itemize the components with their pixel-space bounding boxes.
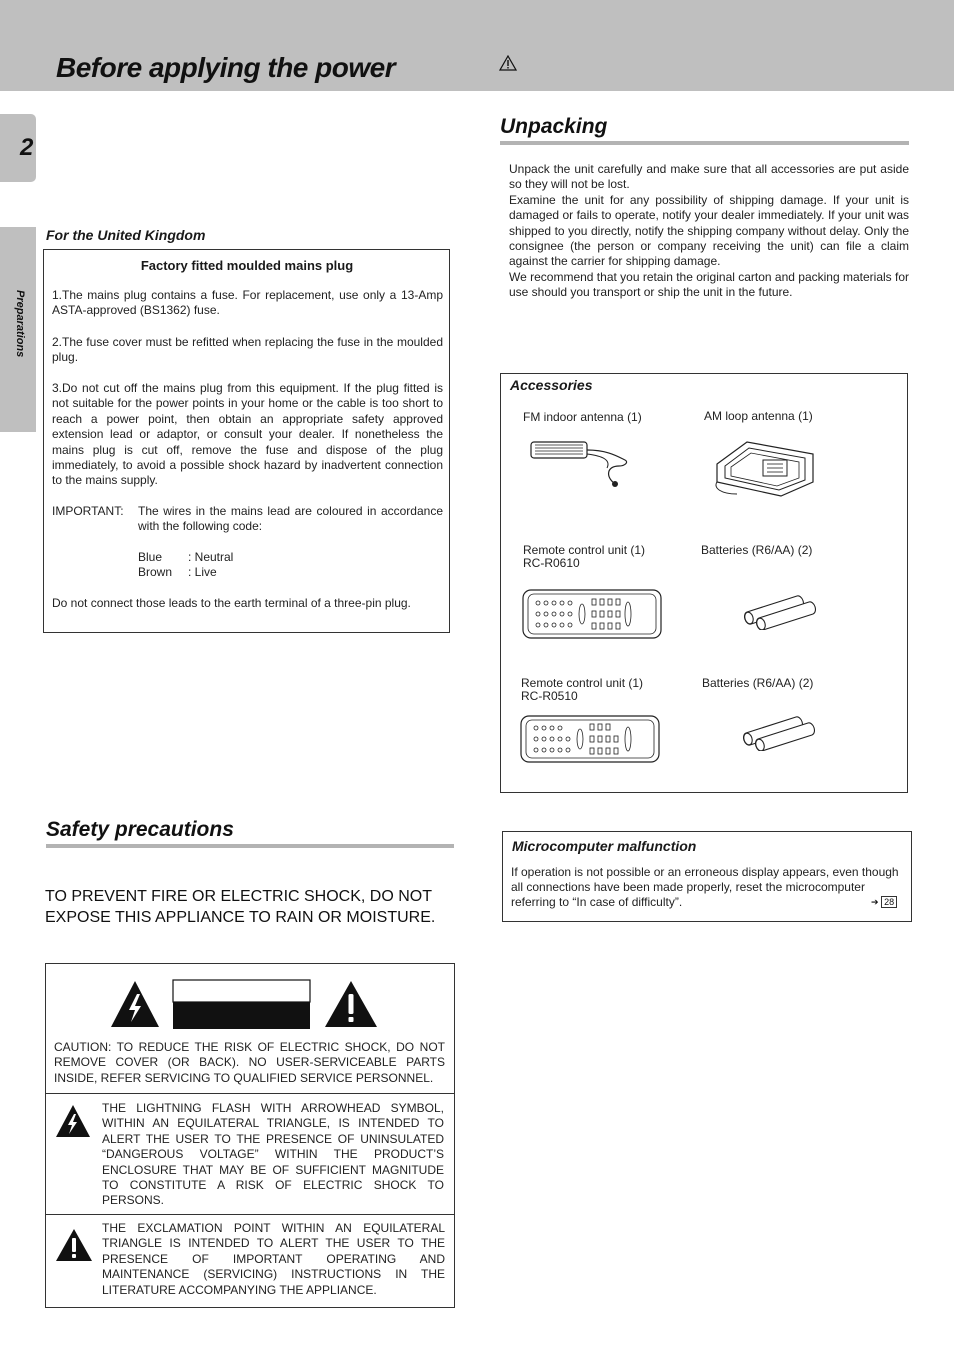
uk-heading: For the United Kingdom: [46, 227, 206, 243]
wire-blue-color: Blue: [138, 550, 163, 564]
unpacking-paragraph: We recommend that you retain the original carton and packing materials for use should you transport or ship the unit in the future.: [509, 269, 909, 300]
caution-text: CAUTION: TO REDUCE THE RISK OF ELECTRIC SHOCK, DO NOT REMOVE COVER (OR BACK). NO USER-SERVICEABLE PARTS INSIDE, REFER SERVICING TO QUALIFIED SERVICE PERSONNEL.: [54, 1040, 445, 1085]
accessory-model: RC-R0510: [521, 689, 578, 703]
unpacking-heading: Unpacking: [500, 115, 608, 138]
unpacking-paragraph: Unpack the unit carefully and make sure that all accessories are put aside so they will not be lost.: [509, 162, 909, 192]
exclamation-triangle-icon: [324, 980, 378, 1028]
microcomputer-text: If operation is not possible or an erroneous display appears, even though all connections have been made properly, reset the microcomputer referring to “In case of difficulty”.: [511, 865, 899, 910]
unpacking-text: [509, 162, 909, 301]
unpacking-rule: [500, 141, 909, 145]
wire-brown-meaning: : Live: [188, 565, 217, 579]
accessory-label: Remote control unit (1): [523, 543, 646, 557]
safety-heading: Safety precautions: [46, 818, 234, 841]
arrow-right-icon: ➔: [871, 897, 879, 907]
warning-triangle-icon: [499, 55, 517, 71]
important-label: IMPORTANT:: [52, 504, 124, 518]
page-reference[interactable]: [871, 896, 897, 908]
earth-terminal-note: Do not connect those leads to the earth terminal of a three-pin plug.: [52, 596, 411, 610]
unpacking-paragraph: Examine the unit for any possibility of shipping damage. If your unit is damaged or fails to operate, notify your dealer immediately. If your unit was shipped to you directly, notify the shipping company without delay. Only the consignee (the person or company receiving the unit) can file a claim against the carrier for shipping damage.: [509, 192, 909, 269]
lightning-triangle-icon: [55, 1104, 91, 1138]
remote-control-icon: [520, 715, 660, 763]
exclamation-symbol-text: THE EXCLAMATION POINT WITHIN AN EQUILATERAL TRIANGLE IS INTENDED TO ALERT THE USER TO THE PRESENCE OF IMPORTANT OPERATING AND MAINTENANCE (SERVICING) INSTRUCTIONS IN THE LITERATURE ACCOMPANYING THE APPLIANCE.: [102, 1221, 445, 1297]
safety-rule: [46, 844, 454, 848]
caution-label-icon: [172, 979, 311, 1030]
caution-divider: [45, 1093, 455, 1094]
page-reference-number: 28: [881, 896, 897, 908]
fm-antenna-icon: [527, 436, 633, 490]
plug-item-3: 3.Do not cut off the mains plug from this equipment. If the plug fitted is not suitable for the power points in your home or the cable is too short to reach a power point, then obtain an appropriate safety approved extension lead or adaptor, or consult your dealer. If nonetheless the mains plug is cut off, remove the fuse and dispose of the plug immediately, to avoid a possible shock hazard by inadvertent connection to the mains supply.: [52, 381, 443, 488]
remote-control-icon: [522, 589, 662, 639]
plug-item-2: 2.The fuse cover must be refitted when replacing the fuse in the moulded plug.: [52, 335, 443, 365]
plug-box-title: Factory fitted moulded mains plug: [140, 258, 354, 273]
accessory-label: Batteries (R6/AA) (2): [701, 543, 813, 557]
accessory-label: Batteries (R6/AA) (2): [702, 676, 814, 690]
am-loop-antenna-icon: [707, 436, 819, 500]
page-number: 2: [20, 134, 34, 161]
exclamation-triangle-icon: [55, 1228, 93, 1262]
accessory-label: AM loop antenna (1): [704, 409, 813, 423]
accessories-title: Accessories: [510, 377, 593, 393]
page-title: Before applying the power: [56, 52, 396, 83]
accessory-label: Remote control unit (1): [521, 676, 644, 690]
section-label: Preparations: [14, 290, 26, 358]
batteries-icon: [740, 713, 816, 751]
microcomputer-title: Microcomputer malfunction: [512, 838, 697, 854]
accessory-model: RC-R0610: [523, 556, 580, 570]
lightning-symbol-text: THE LIGHTNING FLASH WITH ARROWHEAD SYMBOL, WITHIN AN EQUILATERAL TRIANGLE, IS INTENDED TO ALERT THE USER TO THE PRESENCE OF UNINSULATED “DANGEROUS VOLTAGE” WITHIN THE PRODUCT’S ENCLOSURE THAT MAY BE OF SUFFICIENT MAGNITUDE TO CONSTITUTE A RISK OF ELECTRIC SHOCK TO PERSONS.: [102, 1101, 444, 1208]
safety-warning: TO PREVENT FIRE OR ELECTRIC SHOCK, DO NOT EXPOSE THIS APPLIANCE TO RAIN OR MOISTURE.: [45, 888, 436, 926]
accessory-label: FM indoor antenna (1): [523, 410, 642, 424]
plug-item-1: 1.The mains plug contains a fuse. For replacement, use only a 13-Amp ASTA-approved (BS1362) fuse.: [52, 288, 443, 318]
caution-divider: [45, 1214, 455, 1215]
lightning-triangle-icon: [110, 980, 160, 1028]
batteries-icon: [741, 592, 817, 630]
important-text: The wires in the mains lead are coloured in accordance with the following code:: [138, 504, 443, 534]
wire-brown-color: Brown: [138, 565, 173, 579]
wire-blue-meaning: : Neutral: [188, 550, 234, 564]
